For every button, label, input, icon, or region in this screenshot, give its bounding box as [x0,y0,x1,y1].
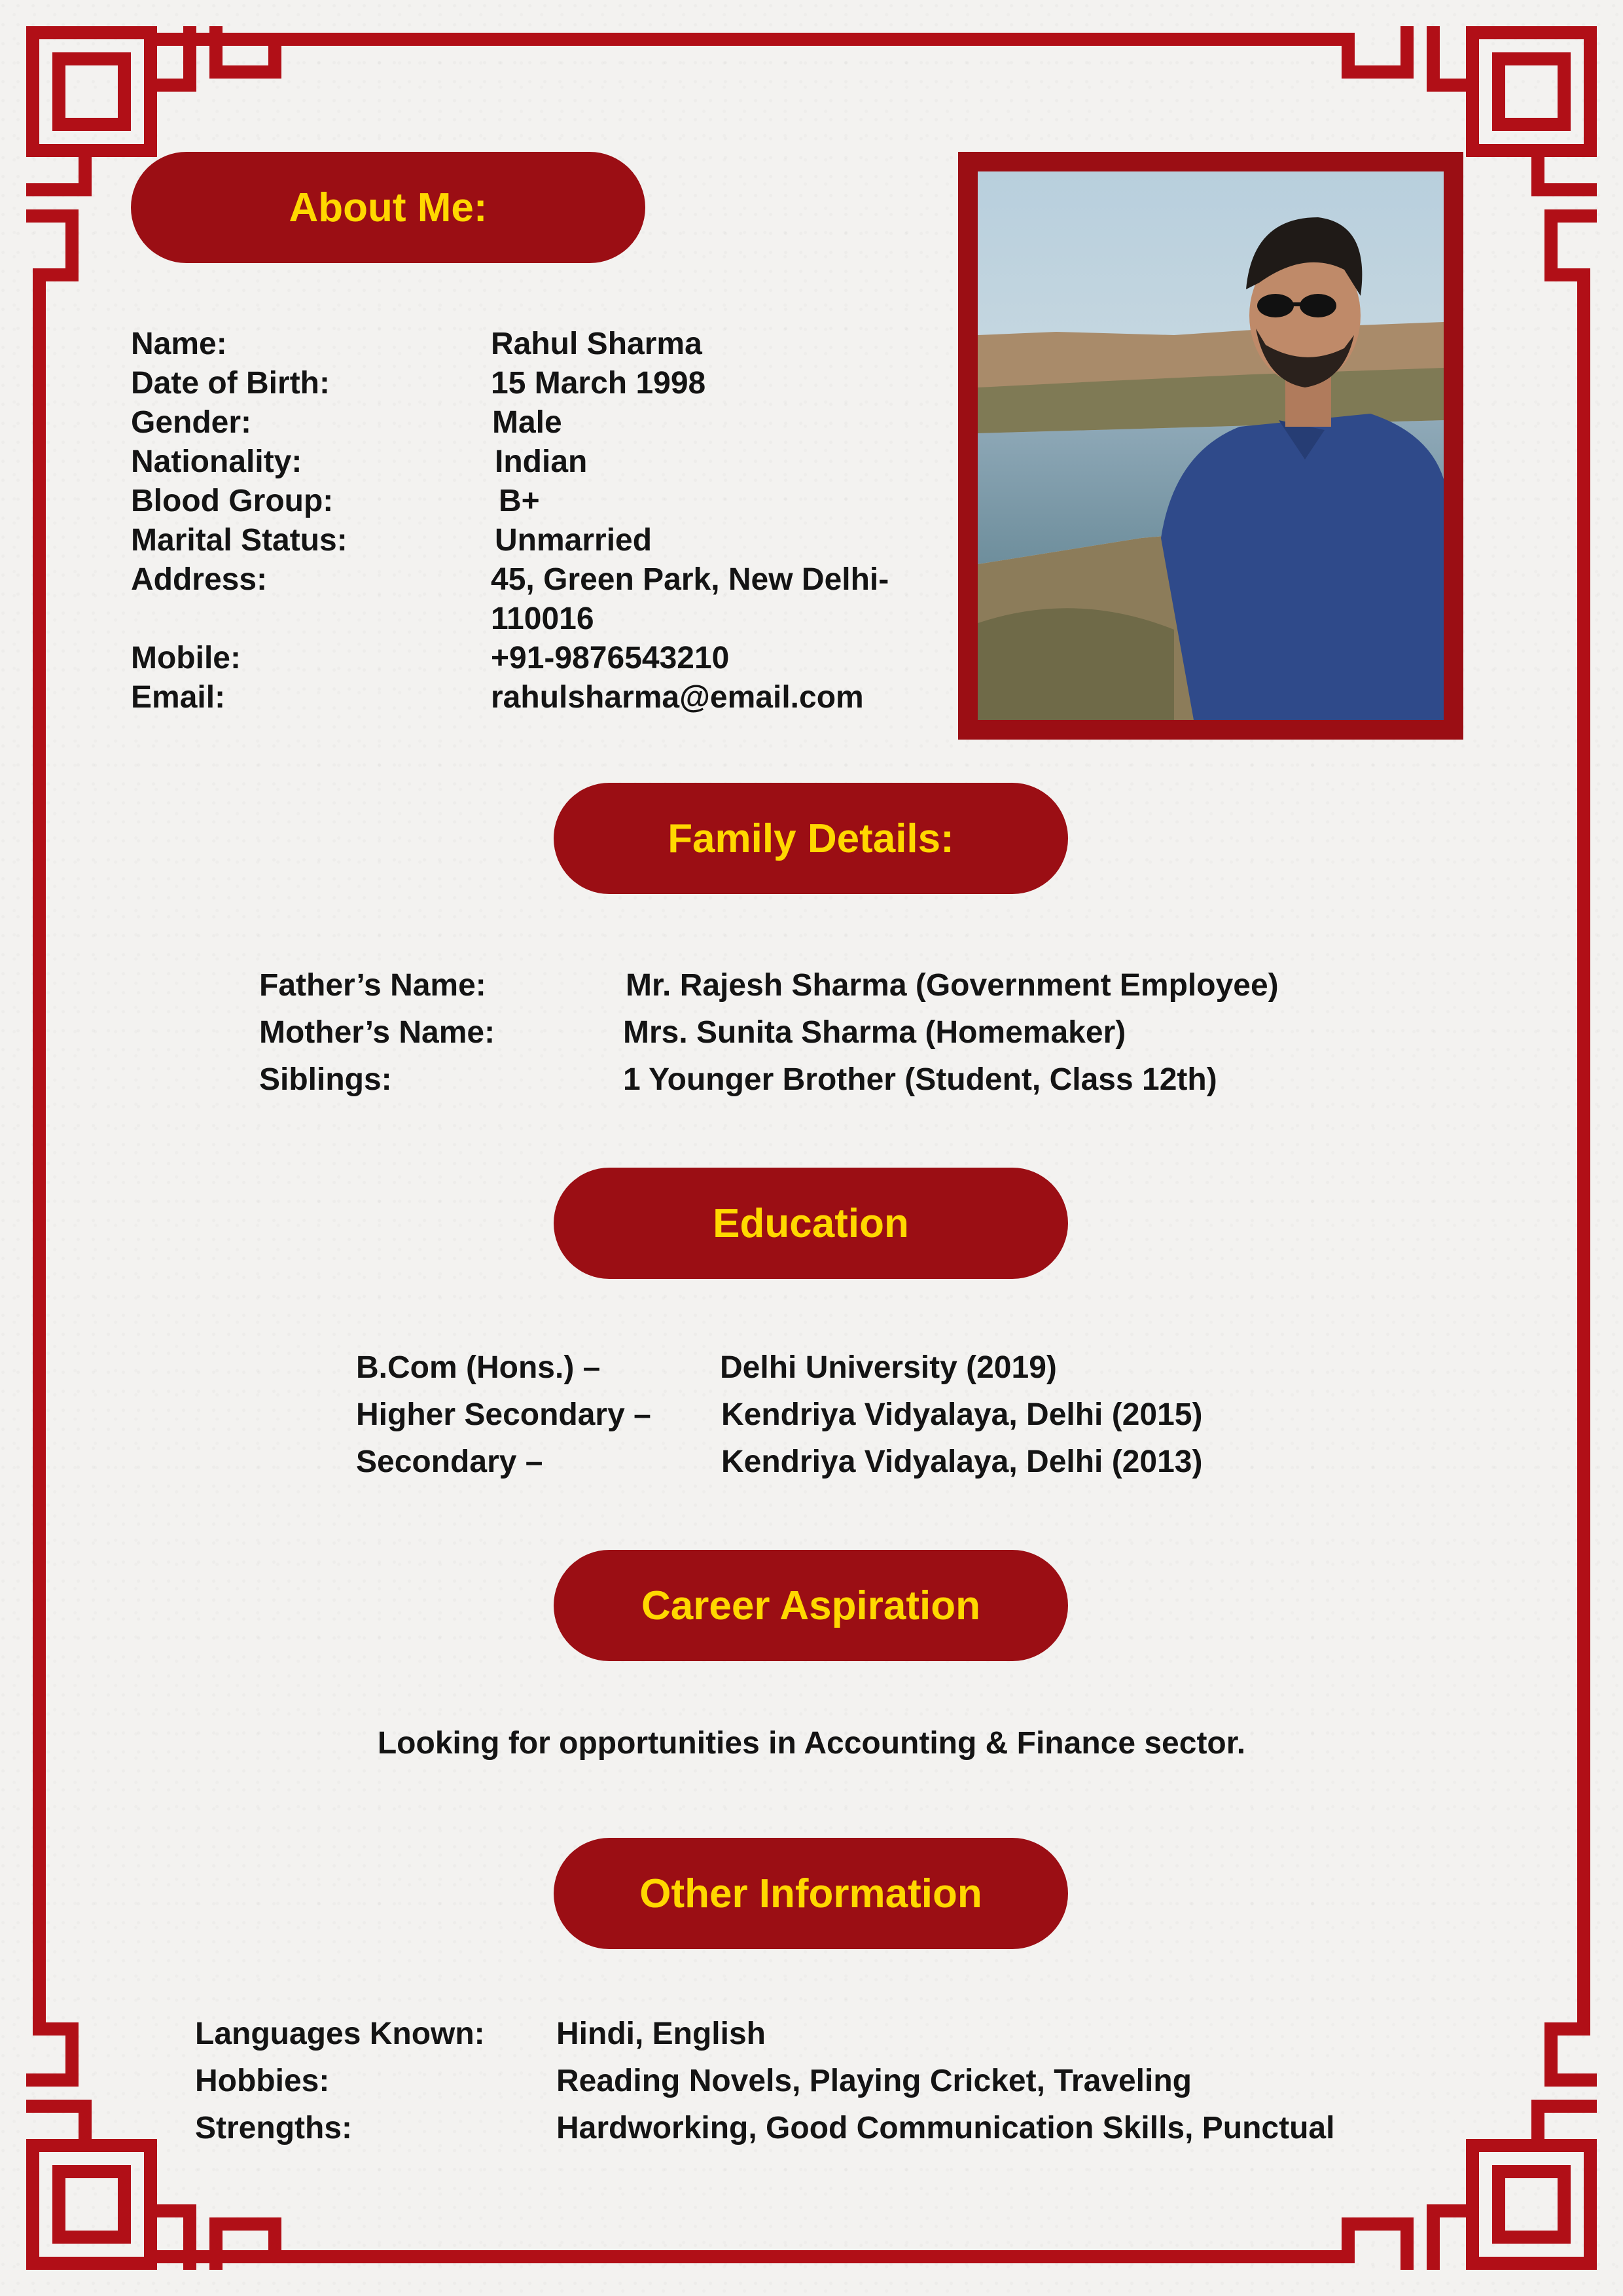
other-label: Hobbies: [195,2064,330,2098]
education-details [356,1344,1403,1486]
education-heading-text: Education [713,1200,909,1246]
about-row-gender [131,403,949,442]
other-label: Languages Known: [195,2017,485,2051]
about-row-address [131,560,949,639]
about-value: 45, Green Park, New Delhi-110016 [491,562,889,636]
family-heading-text: Family Details: [668,816,954,861]
about-value: 15 March 1998 [491,366,706,401]
about-label: Blood Group: [131,484,334,518]
profile-photo [978,171,1444,720]
career-text: Looking for opportunities in Accounting & Finance sector. [377,1726,1246,1761]
about-label: Mobile: [131,641,241,675]
about-value: rahulsharma@email.com [491,680,864,715]
about-row-email [131,678,949,717]
other-row-hobbies [195,2058,1438,2105]
family-row-mother [259,1009,1437,1056]
family-value: 1 Younger Brother (Student, Class 12th) [623,1062,1217,1097]
about-value: Male [492,405,562,440]
about-value: +91-9876543210 [491,641,730,675]
about-heading [131,152,645,263]
other-value: Reading Novels, Playing Cricket, Traveling [556,2064,1192,2098]
other-details [195,2011,1438,2152]
family-details [259,962,1437,1103]
family-label: Mother’s Name: [259,1015,495,1050]
education-heading [554,1168,1068,1279]
about-details [131,325,949,717]
about-row-dob [131,364,949,403]
about-value: Unmarried [495,523,652,558]
family-label: Father’s Name: [259,968,486,1003]
about-label: Address: [131,562,268,597]
about-label: Marital Status: [131,523,348,558]
education-value: Kendriya Vidyalaya, Delhi (2013) [721,1444,1203,1479]
education-value: Delhi University (2019) [720,1350,1057,1385]
other-label: Strengths: [195,2111,352,2145]
about-heading-text: About Me: [289,185,488,230]
family-label: Siblings: [259,1062,392,1097]
about-label: Name: [131,327,227,361]
about-row-mobile [131,639,949,678]
family-row-siblings [259,1056,1437,1103]
about-row-marital-status [131,521,949,560]
family-value: Mrs. Sunita Sharma (Homemaker) [623,1015,1126,1050]
about-value: B+ [499,484,540,518]
education-label: Secondary – [356,1444,543,1479]
about-label: Gender: [131,405,252,440]
about-value: Rahul Sharma [491,327,702,361]
other-value: Hindi, English [556,2017,766,2051]
other-value: Hardworking, Good Communication Skills, Punctual [556,2111,1335,2145]
education-row-secondary [356,1439,1403,1486]
about-label: Email: [131,680,226,715]
other-heading-text: Other Information [639,1871,982,1916]
about-row-blood-group [131,482,949,521]
about-value: Indian [495,444,588,479]
about-label: Date of Birth: [131,366,330,401]
family-row-father [259,962,1437,1009]
about-row-nationality [131,442,949,482]
family-value: Mr. Rajesh Sharma (Government Employee) [626,968,1279,1003]
education-label: Higher Secondary – [356,1397,651,1432]
education-value: Kendriya Vidyalaya, Delhi (2015) [721,1397,1203,1432]
other-heading [554,1838,1068,1949]
other-row-strengths [195,2105,1438,2152]
about-row-name [131,325,949,364]
education-row-bcom [356,1344,1403,1391]
career-heading [554,1550,1068,1661]
education-label: B.Com (Hons.) – [356,1350,601,1385]
profile-photo-frame [958,152,1463,740]
family-heading [554,783,1068,894]
education-row-higher-secondary [356,1391,1403,1439]
about-label: Nationality: [131,444,302,479]
other-row-languages [195,2011,1438,2058]
career-heading-text: Career Aspiration [641,1583,980,1628]
